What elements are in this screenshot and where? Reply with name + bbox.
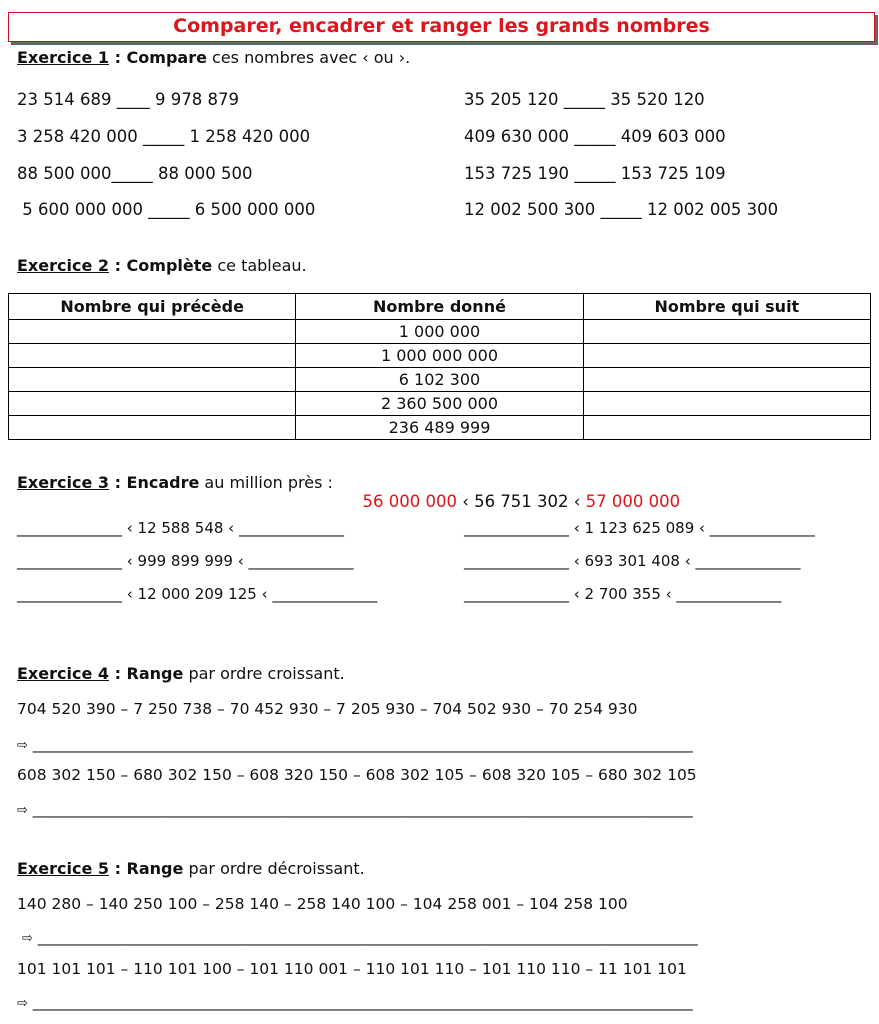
answer-cell[interactable] xyxy=(583,392,870,416)
answer-cell[interactable] xyxy=(583,344,870,368)
column-header: Nombre donné xyxy=(296,294,583,320)
compare-item: 153 725 190 _____ 153 725 109 xyxy=(464,164,726,183)
framing-example xyxy=(352,473,680,511)
table-row xyxy=(9,416,871,440)
table-header-row xyxy=(9,294,871,320)
column-header: Nombre qui suit xyxy=(583,294,870,320)
exercise-verb: Range xyxy=(126,859,184,878)
number-series: 608 302 150 – 680 302 150 – 608 320 150 – 608 302 105 – 608 320 105 – 680 302 105 xyxy=(17,766,697,784)
arrow-icon: ⇨ xyxy=(17,996,28,1011)
exercise-instruction: ce tableau. xyxy=(212,256,307,275)
exercise-label: Exercice 2 xyxy=(17,256,109,275)
framing-item[interactable]: ______________ ‹ 999 899 999 ‹ ______________ xyxy=(17,552,354,570)
answer-blank: ________________________________________________________________________________________ xyxy=(32,735,693,753)
worksheet-title: Comparer, encadrer et ranger les grands nombres xyxy=(8,12,875,42)
exercise-1-heading xyxy=(17,48,410,67)
compare-item: 5 600 000 000 _____ 6 500 000 000 xyxy=(17,200,316,219)
separator: : xyxy=(109,48,127,67)
exercise-instruction: ces nombres avec ‹ ou ›. xyxy=(206,48,411,67)
arrow-icon: ⇨ xyxy=(17,738,28,753)
compare-item: 409 630 000 _____ 409 603 000 xyxy=(464,127,726,146)
framing-item[interactable]: ______________ ‹ 12 588 548 ‹ ______________ xyxy=(17,519,344,537)
answer-cell[interactable] xyxy=(9,320,296,344)
number-series: 140 280 – 140 250 100 – 258 140 – 258 140 100 – 104 258 001 – 104 258 100 xyxy=(17,895,628,913)
answer-line[interactable] xyxy=(17,735,693,753)
example-upper-bound: 57 000 000 xyxy=(585,492,681,511)
column-header: Nombre qui précède xyxy=(9,294,296,320)
number-table xyxy=(8,293,871,440)
exercise-instruction: au million près : xyxy=(199,473,333,492)
framing-item[interactable]: ______________ ‹ 12 000 209 125 ‹ ______________ xyxy=(17,585,378,603)
compare-item: 88 500 000_____ 88 000 500 xyxy=(17,164,253,183)
given-number-cell: 2 360 500 000 xyxy=(296,392,583,416)
given-number-cell: 6 102 300 xyxy=(296,368,583,392)
compare-item: 12 002 500 300 _____ 12 002 005 300 xyxy=(464,200,779,219)
exercise-3-heading xyxy=(17,473,333,492)
number-series: 704 520 390 – 7 250 738 – 70 452 930 – 7 205 930 – 704 502 930 – 70 254 930 xyxy=(17,700,638,718)
answer-cell[interactable] xyxy=(9,392,296,416)
separator: : xyxy=(109,256,127,275)
framing-item[interactable]: ______________ ‹ 1 123 625 089 ‹ ______________ xyxy=(464,519,815,537)
table-row xyxy=(9,344,871,368)
framing-item[interactable]: ______________ ‹ 693 301 408 ‹ ______________ xyxy=(464,552,801,570)
answer-cell[interactable] xyxy=(9,368,296,392)
compare-item: 23 514 689 ____ 9 978 879 xyxy=(17,90,239,109)
exercise-label: Exercice 4 xyxy=(17,664,109,683)
exercise-5-heading xyxy=(17,859,365,878)
table-row xyxy=(9,320,871,344)
arrow-icon: ⇨ xyxy=(17,803,28,818)
exercise-verb: Compare xyxy=(126,48,207,67)
example-number: ‹ 56 751 302 ‹ xyxy=(456,492,586,511)
exercise-label: Exercice 1 xyxy=(17,48,109,67)
separator: : xyxy=(109,664,127,683)
exercise-verb: Range xyxy=(126,664,184,683)
given-number-cell: 1 000 000 xyxy=(296,320,583,344)
example-lower-bound: 56 000 000 xyxy=(362,492,457,511)
framing-item[interactable]: ______________ ‹ 2 700 355 ‹ ______________ xyxy=(464,585,782,603)
answer-line[interactable] xyxy=(17,993,693,1011)
arrow-icon: ⇨ xyxy=(22,931,33,946)
answer-cell[interactable] xyxy=(9,416,296,440)
answer-cell[interactable] xyxy=(9,344,296,368)
answer-line[interactable] xyxy=(17,800,693,818)
answer-cell[interactable] xyxy=(583,416,870,440)
exercise-2-heading xyxy=(17,256,307,275)
answer-cell[interactable] xyxy=(583,320,870,344)
exercise-label: Exercice 3 xyxy=(17,473,109,492)
exercise-verb: Encadre xyxy=(126,473,200,492)
exercise-verb: Complète xyxy=(126,256,213,275)
table-row xyxy=(9,368,871,392)
number-series: 101 101 101 – 110 101 100 – 101 110 001 – 110 101 110 – 101 110 110 – 11 101 101 xyxy=(17,960,687,978)
exercise-label: Exercice 5 xyxy=(17,859,109,878)
exercise-instruction: par ordre décroissant. xyxy=(183,859,365,878)
compare-item: 35 205 120 _____ 35 520 120 xyxy=(464,90,705,109)
given-number-cell: 1 000 000 000 xyxy=(296,344,583,368)
exercise-4-heading xyxy=(17,664,345,683)
separator: : xyxy=(109,859,127,878)
answer-cell[interactable] xyxy=(583,368,870,392)
answer-blank: ________________________________________________________________________________________ xyxy=(37,928,698,946)
given-number-cell: 236 489 999 xyxy=(296,416,583,440)
answer-line[interactable] xyxy=(22,928,698,946)
answer-blank: ________________________________________________________________________________________ xyxy=(32,800,693,818)
separator: : xyxy=(109,473,127,492)
answer-blank: ________________________________________________________________________________________ xyxy=(32,993,693,1011)
exercise-instruction: par ordre croissant. xyxy=(183,664,345,683)
table-row xyxy=(9,392,871,416)
compare-item: 3 258 420 000 _____ 1 258 420 000 xyxy=(17,127,311,146)
